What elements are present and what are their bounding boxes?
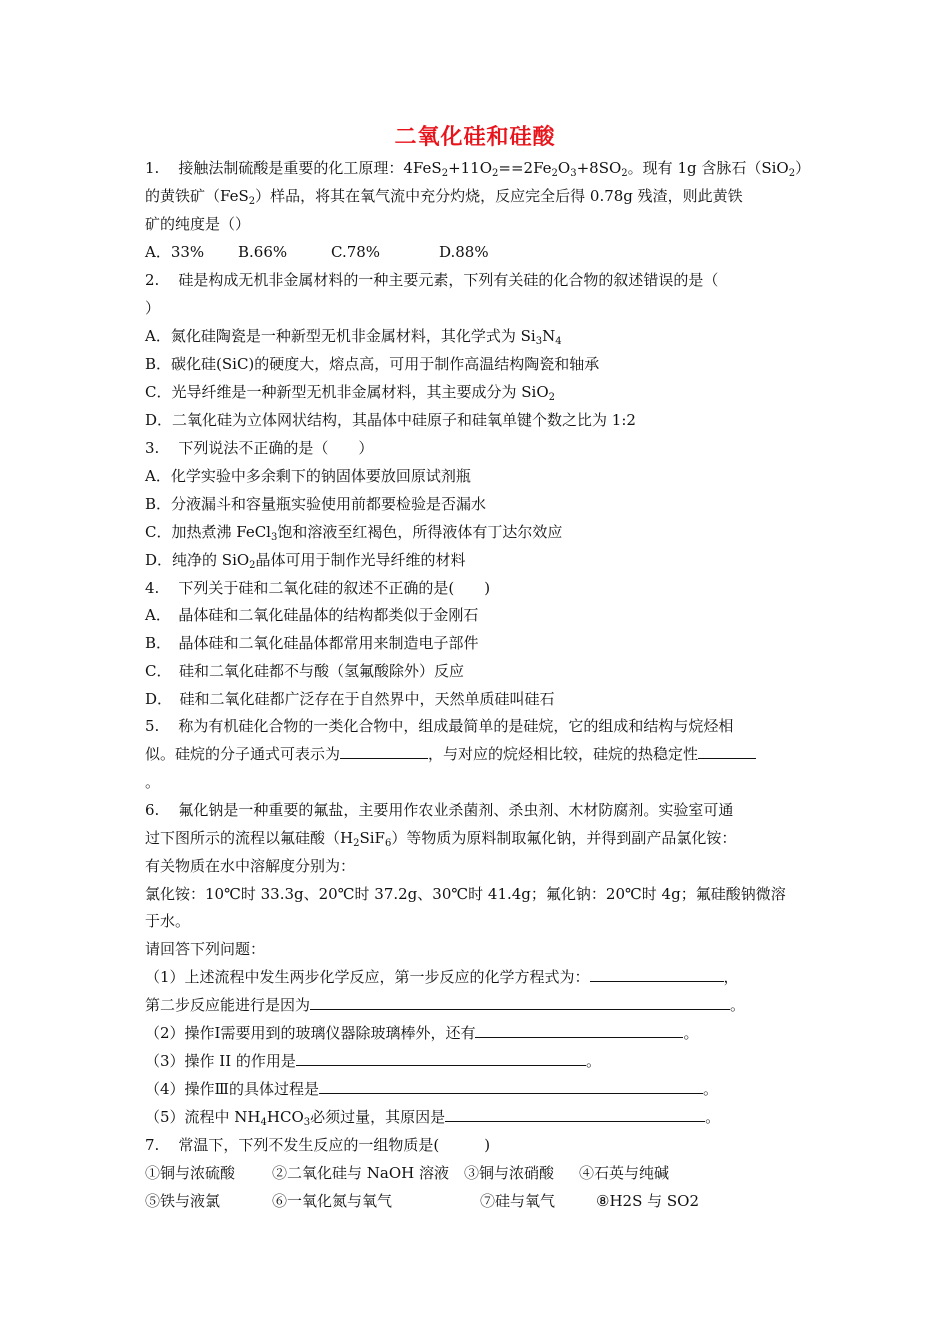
q7-choice-8: ⑧H2S 与 SO2 (596, 1192, 700, 1210)
q2-option-a: A．氮化硅陶瓷是一种新型无机非金属材料，其化学式为 $Si_3N_4$ (145, 327, 562, 347)
q6-line-2: 过下图所示的流程以氟硅酸$(H_2SiF_6)$等物质为原料制取氟化钠，并得到副产品氯化铵： (145, 829, 737, 849)
q3-option-c: C．加热煮沸 FeCl$_3$饱和溶液至红褐色，所得液体有丁达尔效应 (145, 523, 563, 543)
q4-line-1: 4. 下列关于硅和二氧化硅的叙述不正确的是( ) (145, 579, 491, 597)
q6-line-1: 6. 氟化钠是一种重要的氟盐，主要用作农业杀菌剂、杀虫剂、木材防腐剂。实验室可通 (145, 801, 734, 819)
q6-line-3: 有关物质在水中溶解度分别为： (145, 857, 356, 875)
q1-line-3: 矿的纯度是（） (145, 215, 251, 233)
q4-option-a: A． 晶体硅和二氧化硅晶体的结构都类似于金刚石 (145, 606, 479, 624)
q6-sub-1-line-2: 第二步反应能进行是因为 。 (145, 996, 746, 1014)
q3-number: 3. (145, 439, 160, 457)
q6-line-5: 于水。 (145, 912, 191, 930)
q7-choices-row-1 (145, 1163, 669, 1183)
q6-sub-4: （4）操作Ⅲ的具体过程是 。 (145, 1080, 719, 1098)
q4-number: 4. (145, 579, 160, 597)
q5-line-1: 5. 称为有机硅化合物的一类化合物中，组成最简单的是硅烷，它的组成和结构与烷烃相 (145, 717, 734, 735)
q2-option-c: C．光导纤维是一种新型无机非金属材料，其主要成分为 SiO$_2$ (145, 383, 555, 403)
q1-options (145, 242, 489, 262)
q6-sub-2: （2）操作Ⅰ需要用到的玻璃仪器除玻璃棒外，还有 。 (145, 1024, 699, 1042)
q1-line-2: 的黄铁矿（FeS$_2$）样品，将其在氧气流中充分灼烧，反应完全后得 0.78g 残渣，则此黄铁 (145, 187, 743, 207)
q6-2-answer-blank[interactable] (475, 1023, 683, 1038)
q2-line-1: 2. 硅是构成无机非金属材料的一种主要元素，下列有关硅的化合物的叙述错误的是（ (145, 271, 719, 289)
q2-option-d: D．二氧化硅为立体网状结构，其晶体中硅原子和硅氧单键个数之比为 1:2 (145, 411, 636, 429)
q1-option-b: B.66% (238, 243, 288, 261)
q5-answer-blank-2[interactable] (698, 744, 756, 759)
q1-number: 1. (145, 159, 160, 177)
q7-line-1: 7. 常温下，下列不发生反应的一组物质是( ) (145, 1136, 491, 1154)
q7-choice-7: ⑦硅与氧气 (480, 1192, 556, 1210)
q1-option-c: C.78% (331, 243, 381, 261)
q7-number: 7. (145, 1136, 160, 1154)
q5-number: 5. (145, 717, 160, 735)
q7-choice-2: ②二氧化硅与 NaOH 溶液 (272, 1164, 449, 1182)
q6-line-4: 氯化铵：10℃时 33.3g、20℃时 37.2g、30℃时 41.4g；氟化钠：20℃时 4g；氟硅酸钠微溶 (145, 885, 786, 903)
q6-4-answer-blank[interactable] (319, 1079, 703, 1094)
q6-1-answer-blank-2[interactable] (310, 995, 730, 1010)
q3-option-b: B．分液漏斗和容量瓶实验使用前都要检验是否漏水 (145, 495, 487, 513)
q6-sub-5: （5）流程中 $NH_4HCO_3$必须过量，其原因是 。 (145, 1108, 721, 1128)
q1-line-1: 1. 接触法制硫酸是重要的化工原理：$4FeS_2+11O_2==2Fe_2O_3+8SO_2$。现有 1g 含脉石（SiO$_2$） (145, 159, 811, 179)
q1-option-d: D.88% (439, 243, 489, 261)
q5-answer-blank-1[interactable] (340, 744, 428, 759)
q5-line-3: 。 (145, 773, 161, 791)
q6-3-answer-blank[interactable] (296, 1051, 586, 1066)
q4-option-b: B． 晶体硅和二氧化硅晶体都常用来制造电子部件 (145, 634, 479, 652)
q2-number: 2. (145, 271, 160, 289)
page-title: 二氧化硅和硅酸 (394, 125, 556, 150)
q6-sub-3: （3）操作 II 的作用是 。 (145, 1052, 601, 1070)
q2-line-2: ） (145, 299, 161, 317)
q3-option-a: A．化学实验中多余剩下的钠固体要放回原试剂瓶 (145, 467, 471, 485)
q4-option-c: C． 硅和二氧化硅都不与酸（氢氟酸除外）反应 (145, 662, 464, 680)
q6-sub-1-line-1: （1）上述流程中发生两步化学反应，第一步反应的化学方程式为： ， (145, 968, 739, 986)
q7-choice-1: ①铜与浓硫酸 (145, 1164, 236, 1182)
q7-choice-6: ⑥一氧化氮与氧气 (272, 1192, 393, 1210)
q2-option-b: B．碳化硅(SiC)的硬度大，熔点高，可用于制作高温结构陶瓷和轴承 (145, 355, 600, 373)
q1-option-a: A．33% (145, 243, 205, 261)
q6-number: 6. (145, 801, 160, 819)
q5-line-2: 似。硅烷的分子通式可表示为 ，与对应的烷烃相比较，硅烷的热稳定性 (145, 744, 756, 764)
q7-choice-5: ⑤铁与液氯 (145, 1192, 221, 1210)
q4-option-d: D． 硅和二氧化硅都广泛存在于自然界中，天然单质硅叫硅石 (145, 690, 555, 708)
q7-choices-row-2 (145, 1191, 699, 1211)
q7-choice-4: ④石英与纯碱 (579, 1164, 670, 1182)
q3-option-d: D．纯净的 SiO$_2$晶体可用于制作光导纤维的材料 (145, 551, 466, 571)
q3-line-1: 3. 下列说法不正确的是（ ） (145, 439, 374, 457)
q6-1-answer-blank-1[interactable] (590, 967, 724, 982)
q6-line-6: 请回答下列问题： (145, 940, 266, 958)
q6-5-answer-blank[interactable] (445, 1107, 705, 1122)
q7-choice-3: ③铜与浓硝酸 (464, 1164, 555, 1182)
